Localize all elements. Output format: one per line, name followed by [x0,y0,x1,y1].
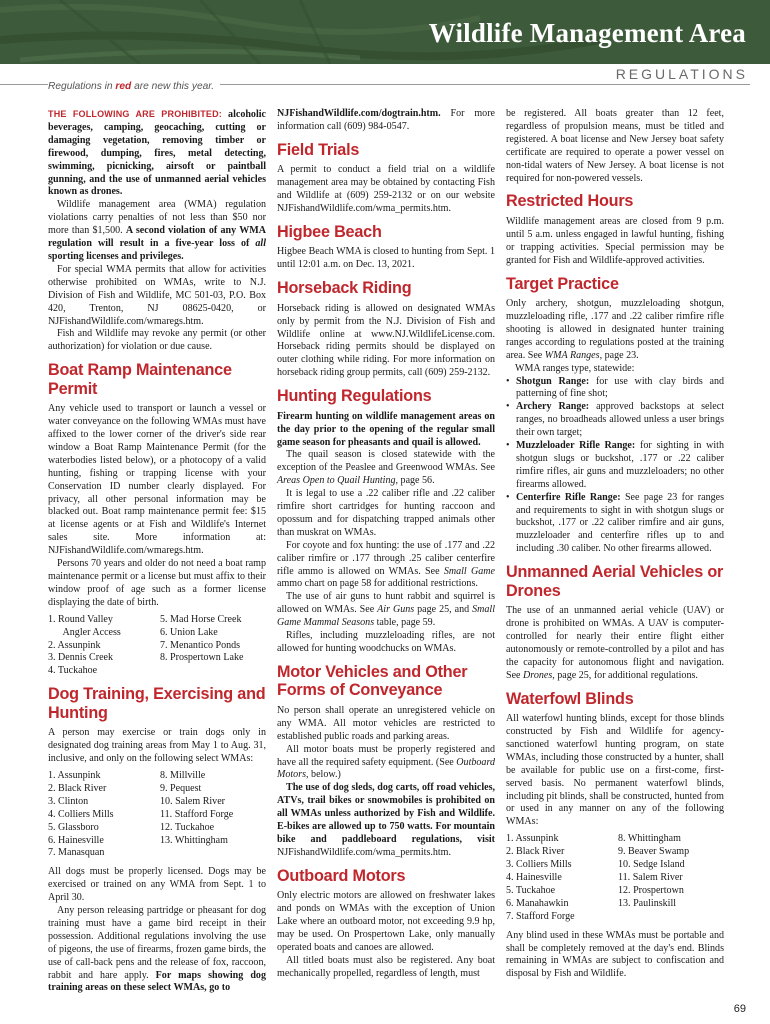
list-item: 6. Hainesville [48,834,104,846]
list-item: 1. Assunpink [506,833,559,845]
penalty-paragraph: Wildlife management area (WMA) regulation violations carry penalties of not less than $50 nor more than $1,500. A second violation of any WMA regulation will result in a five-year loss of all sporting licenses and privileges. [48,199,267,262]
range-types-intro: WMA ranges type, statewide: [515,362,635,374]
heading-target-practice: Target Practice [506,274,619,293]
heading-dog-training: Dog Training, Exercising and Hunting [48,685,266,722]
list-item: 2. Black River [506,846,565,858]
list-item: 2. Assunpink [48,639,101,651]
list-item: 13. Whittingham [160,834,228,846]
list-item: 9. Pequest [160,782,202,794]
target-practice-paragraph: Only archery, shotgun, muzzleloading shotgun, muzzleloading rifle, .177 and .22 caliber rimfire rifle shooting is allowed in designated hunter training ranges according to regulations posted at the training area. See WMA Ranges, page 23. [506,298,724,361]
hunting-woodchuck-paragraph: Rifles, including muzzleloading rifles, are not allowed for hunting woodchucks on WMAs. [277,630,495,654]
uav-paragraph: The use of an unmanned aerial vehicle (UAV) or drone is prohibited on WMAs. A UAV is computer-controlled for nearly their entire flight either autonomously or remote-controlled by a pilot and has the capacity for autonomous flight and navigation. See Drones, page 25, for additional regulations. [506,605,724,681]
list-item: 8. Prospertown Lake [160,652,244,664]
list-item: 10. Salem River [160,795,226,807]
heading-boat-ramp: Boat Ramp Maintenance Permit [48,361,232,398]
boat-registration-continuation: be registered. All boats greater than 12 feet, regardless of propulsion means, must be titled and registered. A boat license and New Jersey boat safety certificate are required to operate a power vessel on non-tidal waters of New Jersey. A boat license is not required for non-powered vessels. [506,108,724,184]
list-item: 8. Whittingham [618,833,681,845]
heading-motor-vehicles: Motor Vehicles and Other Forms of Conveyance [277,662,468,700]
list-item: 5. Glassboro [48,821,99,833]
list-item: • Centerfire Rifle Range: See page 23 for ranges and requirements to sight in with shotgun slugs or buckshot, .177 or .22 caliber rimfire and air guns, muzzleloader and centerfire rifles up to and including .30 caliber. No other firearms allowed. [506,492,724,557]
heading-hunting-regulations: Hunting Regulations [277,387,432,406]
heading-waterfowl-blinds: Waterfowl Blinds [506,689,634,708]
list-left [506,833,618,923]
list-item: 3. Colliers Mills [506,859,572,871]
hunting-firearm-paragraph: Firearm hunting on wildlife management areas on the day prior to the opening of the regular small game season for pheasants and quail is allowed. [277,410,495,448]
list-item: • Muzzleloader Rifle Range: for sighting in with shotgun slugs or buckshot, .177 or .22 caliber rimfire rifles, air guns and muzzleloaders; no other firearms allowed. [506,440,724,492]
list-item: 5. Mad Horse Creek [160,613,242,625]
boat-ramp-age-paragraph: Persons 70 years and older do not need a boat ramp maintenance permit or a license but must affix to their window proof of age such as a former license displaying the date of birth. [48,558,266,608]
higbee-paragraph: Higbee Beach WMA is closed to hunting from Sept. 1 until 12:01 a.m. on Dec. 13, 2021. [277,246,495,271]
list-item: Angler Access [48,626,121,638]
list-item: 9. Beaver Swamp [618,846,690,858]
blinds-portable-paragraph: Any blind used in these WMAs must be portable and shall be completely removed at the day's end. Blinds remaining in WMAs are subject to confiscation and disposal by Fish and Wildlife. [506,929,724,980]
titled-boats-paragraph: All titled boats must also be registered. Any boat mechanically propelled, regardless of length, must [277,954,495,979]
hunting-coyote-paragraph: For coyote and fox hunting: the use of .177 and .22 caliber rimfire or .177 through .25 caliber centerfire rifle ammo is allowed on WMAs. See Small Game ammo chart on page 58 for additional restrictions. [277,539,495,590]
dog-maps-continuation: NJFishandWildlife.com/dogtrain.htm. For more information call (609) 984-0547. [277,108,495,132]
list-item: 5. Tuckahoe [506,884,556,896]
list-item: 7. Manasquan [48,847,105,859]
list-item: 1. Round Valley [48,613,113,625]
heading-unmanned-aerial: Unmanned Aerial Vehicles or Drones [506,563,724,600]
list-item: 4. Hainesville [506,872,562,883]
boat-ramp-paragraph: Any vehicle used to transport or launch a vessel or water conveyance on the following WMAs must have affixed to the lower corner of the driver's side rear window a Boat Ramp Maintenance Permit (for the waterbodies listed below), or a photocopy of a valid hunting, fishing or trapping license with your Conservation ID number clearly displayed. For privacy, all other personal information may be blacked out. Boat ramp maintenance permit fee: $15 at license agents or at Fish and Wildlife's Internet sales site. More information at: NJFishandWildlife.com/wmaregs.htm. [48,403,266,557]
range-types-list [506,376,724,557]
list-item: 8. Millville [160,769,206,781]
list-item: 3. Clinton [48,795,89,807]
page-title: Wildlife Management Area [428,18,746,48]
list-item: • Archery Range: approved backstops at select ranges, no broadheads allowed unless a user brings their own target; [506,401,724,440]
page-number: 69 [733,1003,746,1015]
blinds-wma-list [506,833,724,923]
heading-field-trials: Field Trials [277,140,360,159]
list-item: 1. Assunpink [48,769,101,781]
column-2 [277,108,495,981]
prohibited-paragraph: THE FOLLOWING ARE PROHIBITED: alcoholic beverages, camping, geocaching, cutting or damaging vegetation, removing timber or firewood, dumping, fires, metal detecting, swimming, picnicking, airsoft or paintball gunning, and the use of unmanned aerial vehicles known as drones. [48,109,266,198]
dog-training-wma-list [48,770,266,860]
list-item: 4. Colliers Mills [48,808,114,820]
list-item: • Shotgun Range: for use with clay birds and patterning of fine shot; [506,376,724,402]
heading-horseback-riding: Horseback Riding [277,279,412,298]
dog-license-paragraph: All dogs must be properly licensed. Dogs may be exercised or trained on any WMA from Sept. 1 to April 30. [48,866,266,904]
list-right [160,770,233,860]
list-right [160,614,243,679]
motor-offroad-paragraph: The use of dog sleds, dog carts, off road vehicles, ATVs, trail bikes or snowmobiles is prohibited on all WMAs unless authorized by Fish and Wildlife. E-bikes are allowed up to 750 watts. For mountain bike and paddleboard regulations, visit NJFishandWildlife.com/wma_permits.htm. [277,782,495,858]
list-item: 10. Sedge Island [618,859,685,871]
column-3 [506,108,724,981]
list-item: 6. Union Lake [160,626,218,638]
list-item: 3. Dennis Creek [48,652,114,664]
list-item: 12. Prospertown [618,884,684,896]
list-item: 13. Paulinskill [618,897,677,909]
dog-training-paragraph: A person may exercise or train dogs only in designated dog training areas from May 1 to Aug. 31, inclusive, and only on the following select WMAs: [48,727,266,765]
hunting-raccoon-paragraph: It is legal to use a .22 caliber rifle and .22 caliber rimfire short cartridges for hunting raccoon and opossum and for dispatching trapped animals other than muskrat on WMAs. [277,488,495,538]
horseback-paragraph: Horseback riding is allowed on designated WMAs only by permit from the N.J. Division of Fish and Wildlife online at www.NJ.WildlifeLicense.com. Horseback riding permits should be displayed on outer clothing while riding. For more information on horseback riding group permits, call (609) 259-2132. [277,302,495,379]
column-1 [48,108,266,995]
motor-boats-paragraph: All motor boats must be properly registered and have all the required safety equipment. (See Outboard Motors, below.) [277,743,495,781]
heading-higbee-beach: Higbee Beach [277,222,382,241]
heading-restricted-hours: Restricted Hours [506,192,634,211]
section-label: REGULATIONS [615,66,748,82]
list-item: 11. Stafford Forge [160,808,234,820]
revoke-paragraph: Fish and Wildlife may revoke any permit (or other authorization) for violation or due cause. [48,328,266,353]
hunting-quail-paragraph: The quail season is closed statewide with the exception of the Peaslee and Greenwood WMAs. See Areas Open to Quail Hunting, page 56. [277,449,495,487]
list-item: 12. Tuckahoe [160,821,215,833]
blinds-paragraph: All waterfowl hunting blinds, except for those blinds constructed by Fish and Wildlife for agency-sanctioned waterfowl hunting program, on state WMAs, including those constructed by a hunter, shall be available for public use on a first-come, first-served basis. No permanent waterfowl blinds, including pit blinds, shall be constructed, hunted from or used in any manner on any of the following WMAs: [506,713,724,828]
outboard-paragraph: Only electric motors are allowed on freshwater lakes and ponds on WMAs with the exception of Union Lake where an outboard motor, not exceeding 9.9 hp, may be used. On Prospertown Lake, only manually operated boats and canoes are allowed. [277,890,495,953]
list-item: 7. Stafford Forge [506,910,575,922]
list-item: 7. Menantico Ponds [160,639,241,651]
special-permits-paragraph: For special WMA permits that allow for activities otherwise prohibited on WMAs, write to N.J. Division of Fish and Wildlife, MC 501-03, P.O. Box 420, Trenton, NJ 08625-0420, or NJFishandWildlife.com/wmaregs.htm. [48,263,266,327]
dog-release-paragraph: Any person releasing partridge or pheasant for dog training must have a game bird receipt in their possession. Additional regulations involving the use of pigeons, the use of firearms, frozen game birds, the use of call-back pens and the release of fox, raccoon, rabbit and hare apply. For maps showing dog training areas on these select WMAs, go to [48,905,266,994]
list-item: 6. Manahawkin [506,897,569,909]
list-item: 4. Tuckahoe [48,665,98,677]
heading-outboard-motors: Outboard Motors [277,866,406,885]
list-left [48,614,160,679]
motor-vehicles-paragraph: No person shall operate an unregistered vehicle on any WMA. All motor vehicles are restricted to established public roads and parking areas. [277,704,495,742]
boat-ramp-wma-list [48,614,266,679]
list-right [618,833,689,923]
restricted-hours-paragraph: Wildlife management areas are closed from 9 p.m. until 5 a.m. unless engaged in lawful hunting, fishing or trapping activities. Special permission may be granted for Fish and Wildlife-approved activities. [506,215,724,266]
header-banner [0,0,770,64]
legend-note: Regulations in red are new this year. [48,81,220,92]
field-trials-paragraph: A permit to conduct a field trial on a wildlife management area may be obtained by contacting Fish and Wildlife at (609) 259-2132 or on our website NJFishandWildlife.com/wma_permits.htm. [277,164,495,215]
hunting-airgun-paragraph: The use of air guns to hunt rabbit and squirrel is allowed on WMAs. See Air Guns page 25, and Small Game Mammal Seasons table, page 59. [277,591,495,629]
list-item: 11. Salem River [618,872,683,883]
list-item: 2. Black River [48,782,107,794]
list-left [48,770,160,860]
